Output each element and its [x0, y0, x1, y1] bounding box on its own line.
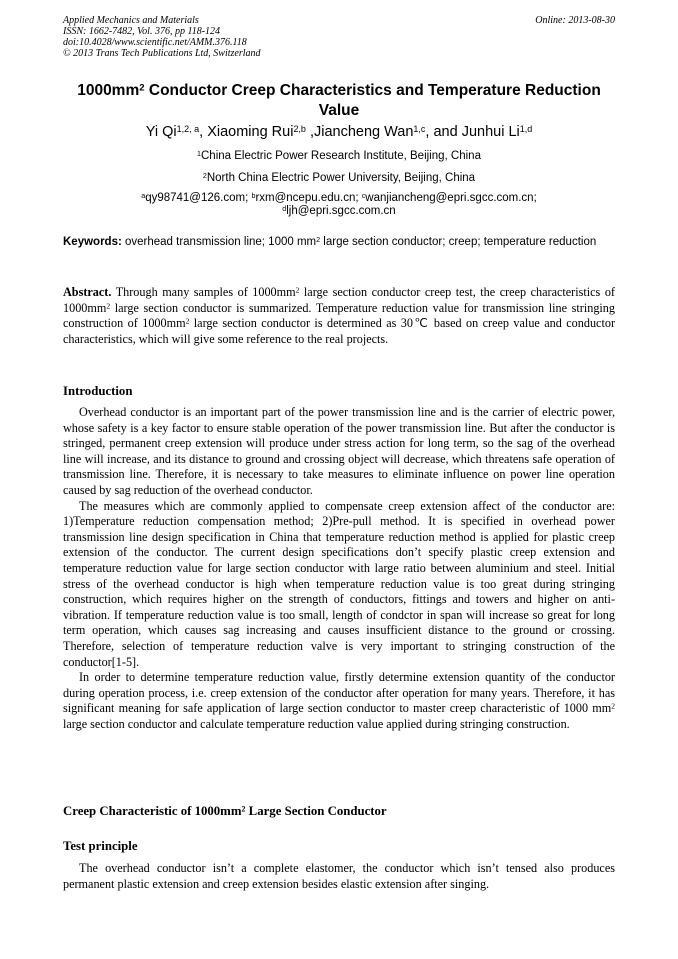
email-address[interactable]: rxm@ncepu.edu.cn; — [255, 192, 362, 204]
keywords-label: Keywords: — [63, 236, 122, 248]
copyright-line: © 2013 Trans Tech Publications Ltd, Switzerland — [63, 48, 261, 59]
abstract — [63, 285, 615, 347]
paragraph-text: large section conductor and calculate temperature reduction value applied during stringing construction. — [63, 716, 570, 731]
author-name: Yi Qi — [145, 124, 177, 140]
abstract-sup: 2 — [106, 301, 111, 311]
online-date: Online: 2013-08-30 — [535, 15, 615, 26]
title-sup: 2 — [139, 82, 145, 94]
author-sup: 1,c — [413, 123, 426, 134]
author-name: Xiaoming Rui — [207, 124, 294, 140]
affiliation-text: North China Electric Power University, Beijing, China — [206, 172, 476, 184]
author-name: Jiancheng Wan — [314, 124, 414, 140]
title-text-1: 1000mm — [77, 82, 140, 99]
section-heading-creep — [63, 804, 615, 819]
email-list — [58, 192, 620, 218]
author-sep: , and — [425, 124, 462, 140]
email-sup: d — [282, 204, 287, 213]
journal-name: Applied Mechanics and Materials — [63, 15, 199, 26]
affiliation-sup: 2 — [202, 171, 207, 180]
email-sup: c — [361, 191, 366, 200]
paragraph: The measures which are commonly applied to compensate creep extension affect of the conductor are: 1)Temperature reduction compensation method; 2)Pre-pull method. It is specified in overhead power transmission line design specification in China that temperature reduction method is applied for plastic creep extension of the conductor. The current design specifications don’t specify plastic creep extension and temperature reduction value for large section conductor with large ratio between aluminium and steel. Initial stress of the overhead conductor is high when temperature reduction value is too great during stringing construction, which requires higher on the strength of conductors, fittings and towers and higher on anti-vibration. If temperature reduction value is too small, length of condctor in span will increase so great for long term operation, which causes sag increasing and causes insufficient distance to the ground or crossing. Therefore, selection of temperature reduction valve is very important to stringing construction of the conductor[1-5]. — [63, 498, 615, 669]
keywords-text: large section conductor; creep; temperature reduction — [320, 236, 597, 248]
heading-text: Creep Characteristic of 1000mm — [63, 804, 242, 818]
email-sup: b — [251, 191, 256, 200]
author-sup: 2,b — [293, 123, 306, 134]
email-address[interactable]: qy98741@126.com; — [145, 192, 252, 204]
paragraph-sup: 2 — [611, 701, 615, 711]
paper-title — [58, 81, 620, 121]
author-sup: 1,2, a — [176, 123, 200, 134]
subsection-heading-test-principle: Test principle — [63, 839, 138, 853]
test-principle-body — [63, 861, 615, 892]
author-list — [58, 123, 620, 141]
email-address[interactable]: ljh@epri.sgcc.com.cn — [286, 205, 396, 217]
heading-text: Large Section Conductor — [245, 804, 387, 818]
keywords — [63, 235, 615, 249]
journal-header — [63, 15, 615, 59]
issn-line: ISSN: 1662-7482, Vol. 376, pp 118-124 — [63, 26, 221, 37]
paragraph — [63, 670, 615, 732]
paragraph-text: In order to determine temperature reduction value, firstly determine extension quantity of the conductor during operation process, i.e. creep extension of the conductor after operation for many years. Therefore, it has significant meaning for safe application of large section conductor to master creep characteristic of 1000 mm — [63, 670, 615, 716]
abstract-sup: 2 — [295, 285, 300, 295]
email-address[interactable]: wanjiancheng@epri.sgcc.com.cn; — [365, 192, 537, 204]
author-sup: 1,d — [519, 123, 533, 134]
keywords-text: overhead transmission line; 1000 mm — [121, 236, 317, 248]
paragraph: The overhead conductor isn’t a complete elastomer, the conductor which isn’t tensed also produces permanent plastic extension and creep extension besides elastic extension after singing. — [63, 861, 615, 891]
author-sep: , — [305, 124, 314, 140]
title-text-2: Conductor Creep Characteristics and Temperature Reduction — [144, 82, 601, 99]
title-text-3: Value — [318, 102, 360, 119]
keywords-sup: 2 — [316, 235, 321, 244]
affiliation-sup: 1 — [197, 149, 201, 158]
abstract-text: large section conductor is summarized. Temperature reduction value for transmission line stringing construction of 1000mm — [63, 300, 615, 331]
affiliation-text: China Electric Power Research Institute, Beijing, China — [201, 150, 481, 162]
author-name: Junhui Li — [461, 124, 520, 140]
abstract-sup: 2 — [185, 316, 190, 326]
author-sep: , — [199, 124, 208, 140]
introduction-body — [63, 405, 615, 732]
doi-line: doi:10.4028/www.scientific.net/AMM.376.118 — [63, 37, 247, 48]
paragraph: Overhead conductor is an important part of the power transmission line and is the carrier of electric power, whose safety is a key factor to ensure stable operation of the power transmission line. But after the conductor is stringed, permanent creep extension will produce under stress action for long term, so the sag of the overhead line will increase, and its distance to ground and crossing object will decrease, which threatens safe operation of transmission line. Therefore, it is necessary to take measures to eliminate influence on power line operation caused by sag reduction of the overhead conductor. — [63, 405, 615, 497]
section-heading-introduction: Introduction — [63, 384, 133, 398]
abstract-text: large section conductor is determined as 30℃ based on creep value and conductor characteristics, which will give some reference to the real projects. — [63, 316, 615, 346]
email-sup: a — [141, 191, 146, 200]
affiliation-1 — [58, 149, 620, 163]
heading-sup: 2 — [241, 804, 246, 814]
affiliation-2 — [58, 171, 620, 185]
abstract-text: Through many samples of 1000mm — [111, 285, 296, 299]
abstract-label: Abstract. — [63, 285, 112, 299]
abstract-text: large section conductor creep test, the creep characteristics of 1000mm — [63, 285, 615, 315]
